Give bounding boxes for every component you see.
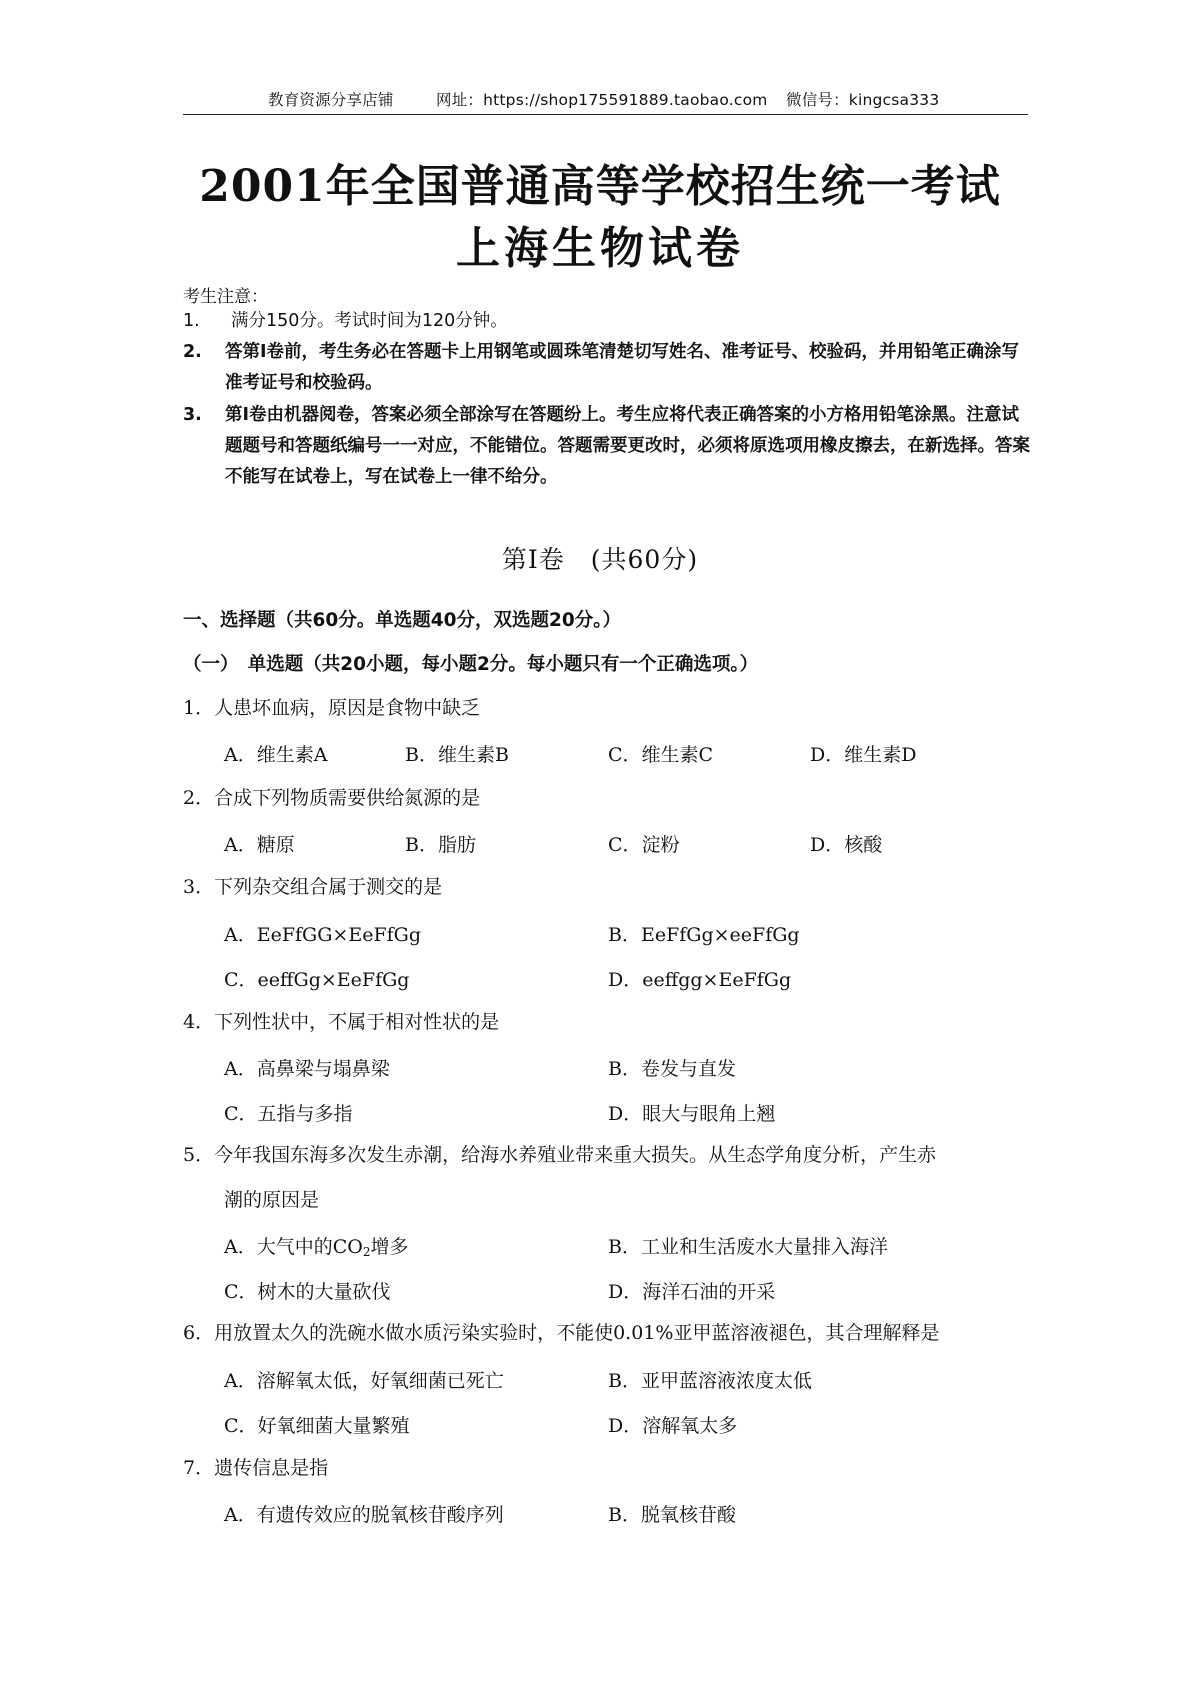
option-d: D．海洋石油的开采 <box>608 1281 776 1303</box>
notice-number: 1. <box>183 311 200 331</box>
option-d: D．维生素D <box>810 744 917 766</box>
option-d: D．核酸 <box>810 834 883 856</box>
option-a: A．糖原 <box>224 834 295 856</box>
shop-name: 教育资源分享店铺 <box>268 91 394 109</box>
option-b: B．脂肪 <box>405 834 476 856</box>
question-stem-continued: 潮的原因是 <box>224 1189 320 1211</box>
notice-text: 满分150分。考试时间为120分钟。 <box>231 311 508 331</box>
option-c: C．淀粉 <box>608 834 680 856</box>
part-title: 第Ⅰ卷 (共60分) <box>501 545 699 574</box>
option-d: D．eeffgg×EeFfGg <box>608 969 792 991</box>
shop-url: 网址：https://shop175591889.taobao.com <box>436 91 768 109</box>
option-c: C．好氧细菌大量繁殖 <box>224 1415 410 1437</box>
option-c: C．维生素C <box>608 744 714 766</box>
question-stem: 4．下列性状中，不属于相对性状的是 <box>183 1011 500 1033</box>
notice-heading: 考生注意： <box>183 287 268 307</box>
notice-number: 3. <box>183 405 202 425</box>
option-b: B．维生素B <box>405 744 509 766</box>
option-a-suffix: 增多 <box>370 1236 409 1258</box>
option-a: A．EeFfGG×EeFfGg <box>224 924 421 946</box>
question-stem: 1．人患坏血病，原因是食物中缺乏 <box>183 697 481 719</box>
option-a <box>224 1232 409 1259</box>
notice-number: 2. <box>183 342 202 362</box>
option-a-text: A．大气中的CO <box>224 1236 363 1258</box>
notice-item <box>183 400 1033 493</box>
question-stem: 7．遗传信息是指 <box>183 1457 329 1479</box>
option-b: B．EeFfGg×eeFfGg <box>608 924 800 946</box>
option-b: B．工业和生活废水大量排入海洋 <box>608 1236 888 1258</box>
notice-item <box>183 306 1033 337</box>
option-a: A．有遗传效应的脱氧核苷酸序列 <box>224 1504 504 1526</box>
exam-subtitle: 上海生物试卷 <box>456 223 744 274</box>
subsection-title: （一） 单选题（共20小题，每小题2分。每小题只有一个正确选项。） <box>183 654 759 675</box>
question-stem: 6．用放置太久的洗碗水做水质污染实验时，不能使0.01%亚甲蓝溶液褪色，其合理解释是 <box>183 1322 940 1344</box>
section-title: 一、选择题（共60分。单选题40分，双选题20分。） <box>183 610 621 631</box>
exam-title: 2001年全国普通高等学校招生统一考试 <box>199 161 1001 212</box>
page-header <box>183 84 1028 115</box>
notice-text: 第Ⅰ卷由机器阅卷，答案必须全部涂写在答题纷上。考生应将代表正确答案的小方格用铅笔涂黑。注意试题题号和答题纸编号一一对应，不能错位。答题需要更改时，必须将原选项用橡皮擦去，在新选择。答案不能写在试卷上，写在试卷上一律不给分。 <box>225 405 1030 487</box>
option-a: A．维生素A <box>224 744 328 766</box>
question-stem: 3．下列杂交组合属于测交的是 <box>183 876 443 898</box>
option-c: C．五指与多指 <box>224 1103 353 1125</box>
option-c: C．树木的大量砍伐 <box>224 1281 391 1303</box>
wechat-id: 微信号：kingcsa333 <box>786 91 940 109</box>
option-d: D．溶解氧太多 <box>608 1415 738 1437</box>
subscript-2: 2 <box>362 1245 371 1259</box>
option-b: B．卷发与直发 <box>608 1058 736 1080</box>
question-stem: 5．今年我国东海多次发生赤潮，给海水养殖业带来重大损失。从生态学角度分析，产生赤 <box>183 1144 937 1166</box>
notice-text: 答第Ⅰ卷前，考生务必在答题卡上用钢笔或圆珠笔清楚切写姓名、准考证号、校验码，并用铅笔正确涂写准考证号和校验码。 <box>225 342 1020 393</box>
notice-item <box>183 337 1033 399</box>
option-b: B．亚甲蓝溶液浓度太低 <box>608 1370 812 1392</box>
question-stem: 2．合成下列物质需要供给氮源的是 <box>183 787 481 809</box>
option-a: A．高鼻梁与塌鼻梁 <box>224 1058 390 1080</box>
option-b: B．脱氧核苷酸 <box>608 1504 736 1526</box>
option-a: A．溶解氧太低，好氧细菌已死亡 <box>224 1370 504 1392</box>
option-c: C．eeffGg×EeFfGg <box>224 969 410 991</box>
option-d: D．眼大与眼角上翘 <box>608 1103 776 1125</box>
